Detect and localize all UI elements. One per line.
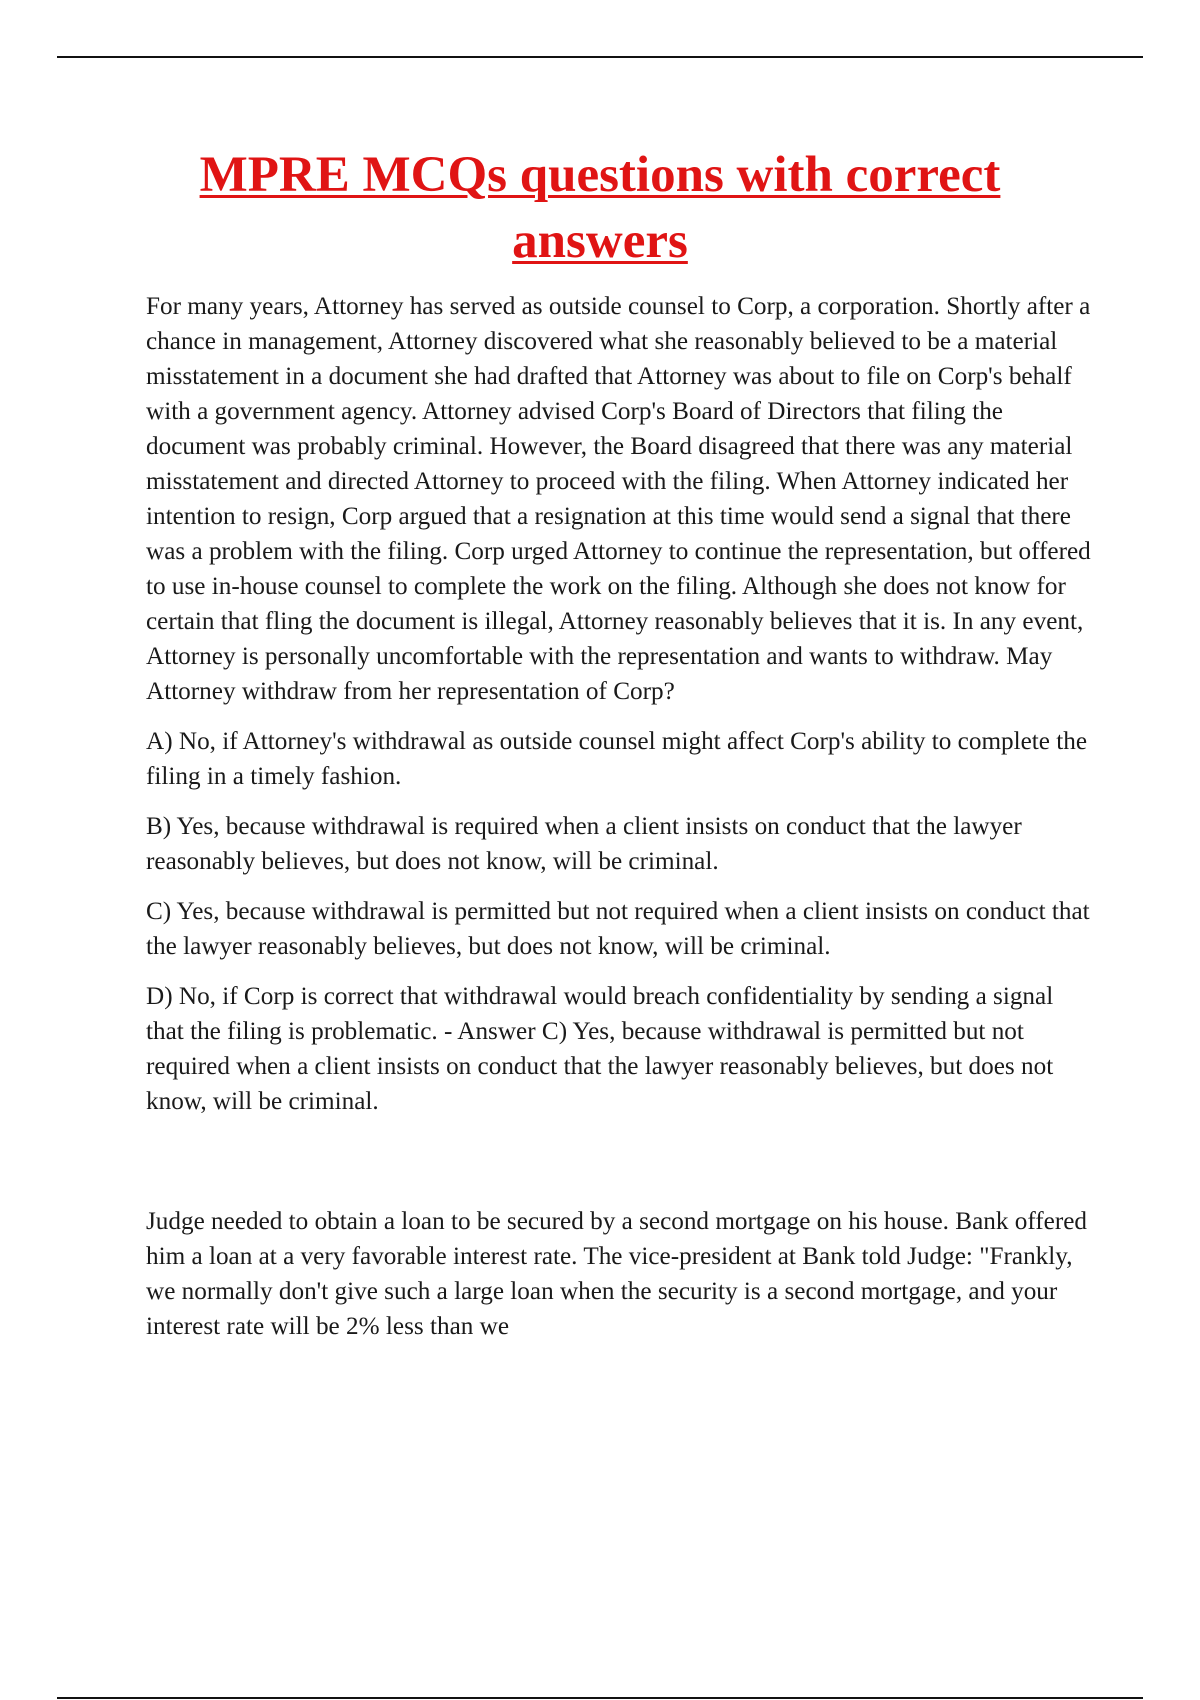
question-2-stem: Judge needed to obtain a loan to be secured by a second mortgage on his house. Bank offered him a loan at a very favorable interest rate. The vice-president at Bank told Judge: "Frankly, we normally don't give such a large loan when the security is a second mortgage, and your interest rate will be 2% less than we xyxy=(146,1208,1087,1340)
question-1-option-d-answer: D) No, if Corp is correct that withdrawal would breach confidentiality by sending a signal that the filing is problematic. - Answer C) Yes, because withdrawal is permitted but not required when a client insists on conduct that the lawyer reasonably believes, but does not know, will be criminal. xyxy=(146,983,1054,1115)
title-line-2: answers xyxy=(512,213,688,269)
document-body xyxy=(146,289,1096,1359)
question-1-option-b: B) Yes, because withdrawal is required when a client insists on conduct that the lawyer reasonably believes, but does not know, will be criminal. xyxy=(146,813,1022,875)
question-1-stem: For many years, Attorney has served as outside counsel to Corp, a corporation. Shortly after a chance in management, Attorney discovered what she reasonably believed to be a material misstatement in a document she had drafted that Attorney was about to file on Corp's behalf with a government agency. Attorney advised Corp's Board of Directors that filing the document was probably criminal. However, the Board disagreed that there was any material misstatement and directed Attorney to proceed with the filing. When Attorney indicated her intention to resign, Corp argued that a resignation at this time would send a signal that there was a problem with the filing. Corp urged Attorney to continue the representation, but offered to use in-house counsel to complete the work on the filing. Although she does not know for certain that fling the document is illegal, Attorney reasonably believes that it is. In any event, Attorney is personally uncomfortable with the representation and wants to withdraw. May Attorney withdraw from her representation of Corp? xyxy=(146,293,1091,705)
top-rule xyxy=(57,56,1143,58)
title-line-1: MPRE MCQs questions with correct xyxy=(199,147,1001,203)
bottom-rule xyxy=(57,1697,1143,1699)
question-1-option-c: C) Yes, because withdrawal is permitted but not required when a client insists on conduct that the lawyer reasonably believes, but does not know, will be criminal. xyxy=(146,898,1090,960)
question-1-option-a: A) No, if Attorney's withdrawal as outside counsel might affect Corp's ability to complete the filing in a timely fashion. xyxy=(146,728,1088,790)
document-title xyxy=(100,142,1100,274)
